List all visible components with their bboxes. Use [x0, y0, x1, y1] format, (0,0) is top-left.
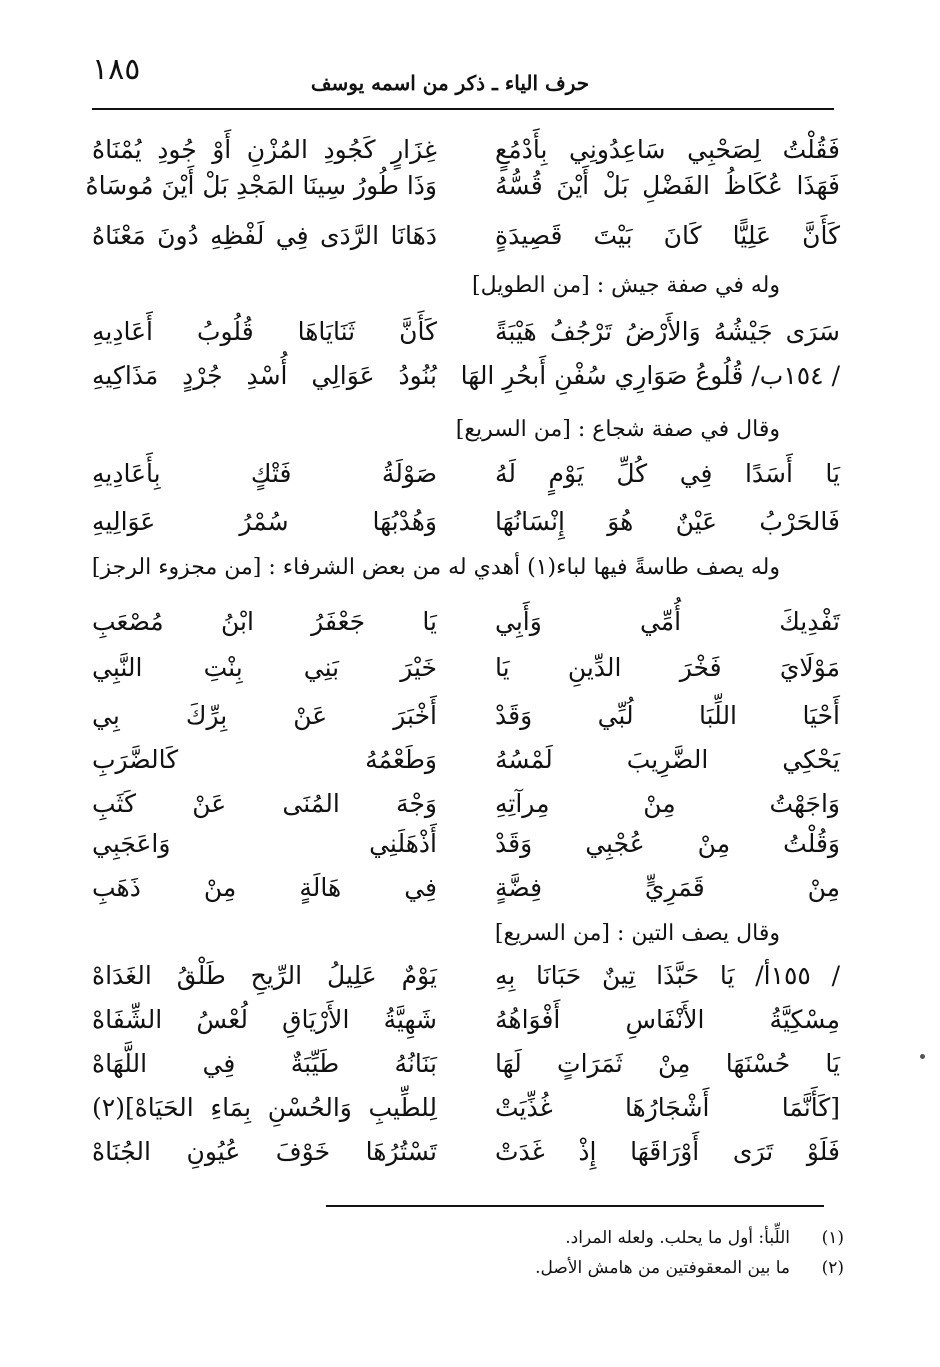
- hemistich-first: أَحْيَا اللِّبَا لُبِّي وَقَدْ: [495, 701, 840, 730]
- hemistich-second: غِزَارٍ كَجُودِ المُزْنِ أَوْ جُودِ يُمْنَاهُ: [92, 135, 437, 164]
- verse-row: [92, 210, 840, 262]
- verse-row: [92, 496, 840, 548]
- hemistich-first: مِسْكِيَّةُ الأَنْفَاسِ أَفْوَاهُهُ: [495, 1005, 840, 1034]
- footnote-number: (١): [821, 1228, 844, 1248]
- hemistich-second: وَهُدْبُهَا سُمْرُ عَوَالِيهِ: [92, 507, 437, 536]
- hemistich-second: كَأَنَّ ثَنَايَاهَا قُلُوبُ أَعَادِيهِ: [92, 317, 437, 346]
- hemistich-first: / ١٥٥أ/ يَا حَبَّذَا تِينٌ حَبَانَا بِهِ: [495, 961, 840, 990]
- verse-row: [92, 1126, 840, 1178]
- verse-row: [92, 642, 840, 694]
- hemistich-second: صَوْلَةُ فَتْكٍ بِأَعَادِيهِ: [92, 459, 437, 488]
- hemistich-first: يَحْكِي الضَّرِيبَ لَمْسُهُ: [495, 745, 840, 774]
- poem-heading: وله في صفة جيش : [من الطويل]: [472, 273, 780, 298]
- poem-heading: وله يصف طاسةً فيها لباء(١) أهدي له من بعض الشرفاء : [من مجزوء الرجز]: [91, 555, 780, 580]
- hemistich-first: [كَأَنَّمَا أَشْجَارُهَا غُذِّيَتْ: [495, 1093, 840, 1122]
- hemistich-second: بُنُودُ عَوَالِي أُسْدِ جُرْدٍ مَذَاكِيهِ: [92, 361, 437, 390]
- hemistich-first: تَفْدِيكَ أُمِّي وَأَبِي: [495, 607, 840, 636]
- verse-row: [85, 160, 840, 212]
- hemistich-first: مَوْلَايَ فَخْرَ الدِّينِ يَا: [495, 653, 840, 682]
- footnote: [324, 1253, 844, 1283]
- hemistich-second: وَجْهَ المُنَى عَنْ كَثَبِ: [92, 789, 437, 818]
- verse-row: [92, 596, 840, 648]
- page-number: ١٨٥: [92, 52, 141, 87]
- hemistich-second: شَهِيَّةُ الأَرْيَاقِ لُعْسُ الشِّفَاهْ: [92, 1005, 437, 1034]
- footnote-text: ما بين المعقوفتين من هامش الأصل.: [535, 1258, 790, 1278]
- poem-heading: وقال في صفة شجاع : [من السريع]: [455, 417, 780, 442]
- hemistich-second: بَنَانُهُ طَيِّبَةٌ فِي اللَّهَاهْ: [92, 1049, 437, 1078]
- hemistich-first: فَهَذَا عُكَاظُ الفَضْلِ بَلْ أَيْنَ قُسُّهُ: [495, 171, 840, 200]
- hemistich-first: وَاجَهْتُ مِنْ مِرآتِهِ: [495, 789, 840, 818]
- hemistich-second: أَذْهَلَنِي وَاعَجَبِي: [92, 829, 437, 858]
- footnote-number: (٢): [821, 1258, 844, 1278]
- verse-row: [92, 862, 840, 914]
- hemistich-second: تَسْتُرُهَا خَوْفَ عُيُونِ الجُنَاهْ: [92, 1137, 437, 1166]
- hemistich-second: دَهَانَا الرَّدَى فِي لَفْظِهِ دُونَ مَعْنَاهُ: [92, 221, 437, 250]
- hemistich-first: فَلَوْ تَرَى أَوْرَاقَهَا إِذْ غَدَتْ: [495, 1137, 840, 1166]
- hemistich-first: فَقُلْتُ لِصَحْبِي سَاعِدُونِي بِأَدْمُعٍ: [495, 135, 840, 164]
- hemistich-first: يَا حُسْنَهَا مِنْ ثَمَرَاتٍ لَهَا: [495, 1049, 840, 1078]
- footnote: [324, 1223, 844, 1253]
- hemistich-second: خَيْرَ بَنِي بِنْتِ النَّبِي: [92, 653, 437, 682]
- hemistich-first: سَرَى جَيْشُهُ وَالأَرْضُ تَرْجُفُ هَيْبَةً: [495, 317, 840, 346]
- verse-row: [92, 350, 840, 402]
- poem-heading: وقال يصف التين : [من السريع]: [494, 921, 780, 946]
- hemistich-first: مِنْ قَمَرِيٍّ فِضَّةٍ: [495, 873, 840, 902]
- hemistich-first: فَالحَرْبُ عَيْنٌ هُوَ إِنْسَانُهَا: [495, 507, 840, 536]
- hemistich-second: وَطَعْمُهُ كَالضَّرَبِ: [92, 745, 437, 774]
- footnote-text: اللِّبأ: أول ما يحلب. ولعله المراد.: [565, 1228, 790, 1248]
- hemistich-second: يَا جَعْفَرُ ابْنُ مُصْعَبِ: [92, 607, 437, 636]
- verse-row: [92, 448, 840, 500]
- hemistich-first: وَقُلْتُ مِنْ عُجْبِي وَقَدْ: [495, 829, 840, 858]
- running-head: حرف الياء ـ ذكر من اسمه يوسف: [310, 71, 590, 95]
- header-rule: [92, 108, 834, 110]
- footnote-rule: [326, 1205, 824, 1207]
- margin-mark: [920, 1054, 925, 1059]
- hemistich-second: لِلطِّيبِ وَالحُسْنِ بِمَاءِ الحَيَاهْ](٢): [92, 1093, 437, 1122]
- hemistich-second: وَذَا طُورُ سِينَا المَجْدِ بَلْ أَيْنَ مُوسَاهُ: [85, 171, 437, 200]
- hemistich-first: يَا أَسَدًا فِي كُلِّ يَوْمٍ لَهُ: [495, 459, 840, 488]
- hemistich-second: فِي هَالَةٍ مِنْ ذَهَبِ: [92, 873, 437, 902]
- hemistich-first: كَأَنَّ عَلِيًّا كَانَ بَيْتَ قَصِيدَةٍ: [495, 221, 840, 250]
- hemistich-second: يَوْمٌ عَلِيلُ الرِّيحِ طَلْقُ الغَدَاهْ: [92, 961, 437, 990]
- hemistich-second: أَخْبَرَ عَنْ بِرِّكَ بِي: [92, 701, 437, 730]
- hemistich-first: / ١٥٤ب/ قُلُوعُ صَوَارِي سُفْنِ أَبحُرِ الهَا: [460, 361, 840, 390]
